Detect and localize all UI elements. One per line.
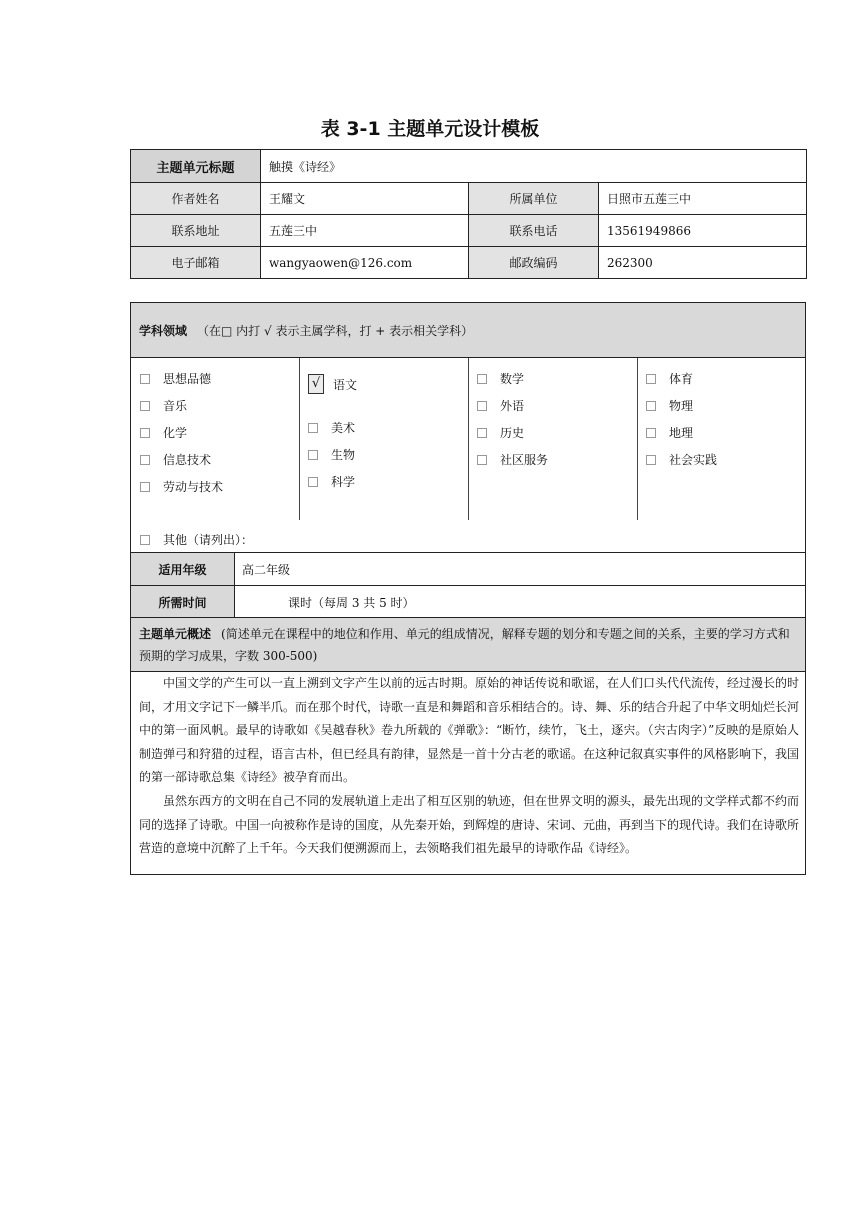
subject-column-4 <box>637 358 805 520</box>
subject-item[interactable]: 信息技术 <box>140 451 211 468</box>
checkbox[interactable] <box>308 450 318 460</box>
checkbox[interactable] <box>140 401 150 411</box>
zip-label: 邮政编码 <box>469 247 599 279</box>
checkbox[interactable] <box>646 428 656 438</box>
time-label: 所需时间 <box>131 586 235 618</box>
subjects-label: 学科领域 <box>139 323 188 338</box>
subject-item[interactable]: 音乐 <box>140 397 187 414</box>
page-title: 表 3-1 主题单元设计模板 <box>320 118 540 140</box>
subject-item[interactable]: 外语 <box>477 397 524 414</box>
time-value: 课时（每周 3 共 5 时） <box>288 595 415 610</box>
author-label: 作者姓名 <box>131 183 261 215</box>
grade-row <box>131 552 805 585</box>
org-value: 日照市五莲三中 <box>599 183 807 215</box>
checkbox[interactable] <box>308 423 318 433</box>
checkbox[interactable] <box>646 374 656 384</box>
overview-paragraph: 中国文学的产生可以一直上溯到文字产生以前的远古时期。原始的神话传说和歌谣，在人们口头代代流传，经过漫长的时间，才用文字记下一鳞半爪。而在那个时代，诗歌一直是和舞蹈和音乐相结合的。诗、舞、乐的结合升起了中华文明灿烂长河中的第一面风帆。最早的诗歌如《吴越春秋》卷九所载的《弹歌》：“断竹，续竹，飞土，逐宍。（宍古肉字）”反映的是原始人制造弹弓和狩猎的过程，语言古朴，但已经具有韵律，显然是一首十分古老的歌谣。在这种记叙真实事件的风格影响下，我国的第一部诗歌总集《诗经》被孕育而出。 <box>139 676 800 785</box>
overview-label: 主题单元概述 <box>139 627 212 641</box>
address-label: 联系地址 <box>131 215 261 247</box>
subjects-header <box>131 303 805 358</box>
unit-title-label: 主题单元标题 <box>131 150 261 183</box>
subject-item[interactable]: 劳动与技术 <box>140 478 223 495</box>
subject-column-2 <box>299 358 469 520</box>
email-value: wangyaowen@126.com <box>261 247 469 279</box>
subject-column-1 <box>131 358 300 520</box>
checkbox[interactable] <box>140 374 150 384</box>
checkbox[interactable] <box>140 482 150 492</box>
checkbox[interactable] <box>646 455 656 465</box>
subject-item[interactable]: 社会实践 <box>646 451 717 468</box>
email-label: 电子邮箱 <box>131 247 261 279</box>
time-row <box>131 585 805 618</box>
subject-column-3 <box>468 358 638 520</box>
subject-item[interactable]: 物理 <box>646 397 693 414</box>
subject-item-checked[interactable]: √ 语文 <box>308 374 357 394</box>
subject-item[interactable]: 体育 <box>646 370 693 387</box>
overview-body <box>139 672 799 861</box>
checkbox[interactable] <box>477 401 487 411</box>
checkbox[interactable] <box>646 401 656 411</box>
subject-item[interactable]: 地理 <box>646 424 693 441</box>
unit-title-value: 触摸《诗经》 <box>261 150 807 183</box>
checkbox[interactable] <box>140 428 150 438</box>
subject-item[interactable]: 思想品德 <box>140 370 211 387</box>
subjects-note: （在□ 内打 √ 表示主属学科，打 + 表示相关学科） <box>197 323 474 338</box>
checkbox[interactable] <box>477 374 487 384</box>
checkbox[interactable] <box>140 535 150 545</box>
design-table <box>130 302 806 875</box>
phone-value: 13561949866 <box>599 215 807 247</box>
checkbox[interactable] <box>477 428 487 438</box>
overview-description: (简述单元在课程中的地位和作用、单元的组成情况，解释专题的划分和专题之间的关系，主要的学习方式和预期的学习成果，字数 300-500) <box>139 627 790 663</box>
overview-paragraph: 虽然东西方的文明在自己不同的发展轨道上走出了相互区别的轨迹，但在世界文明的源头，最先出现的文学样式都不约而同的选择了诗歌。中国一向被称作是诗的国度，从先秦开始，到辉煌的唐诗、宋词、元曲，再到当下的现代诗。我们在诗歌所营造的意境中沉醉了上千年。今天我们便溯源而上，去领略我们祖先最早的诗歌作品《诗经》。 <box>139 793 800 856</box>
author-value: 王耀文 <box>261 183 469 215</box>
subject-item[interactable]: 社区服务 <box>477 451 548 468</box>
org-label: 所属单位 <box>469 183 599 215</box>
subject-item[interactable]: 化学 <box>140 424 187 441</box>
subject-item[interactable]: 历史 <box>477 424 524 441</box>
checkbox[interactable] <box>140 455 150 465</box>
address-value: 五莲三中 <box>261 215 469 247</box>
info-table <box>130 149 807 279</box>
checkbox[interactable] <box>477 455 487 465</box>
checkmark-icon[interactable]: √ <box>308 374 324 394</box>
grade-value: 高二年级 <box>242 562 291 577</box>
overview-header <box>131 617 805 672</box>
subject-item[interactable]: 科学 <box>308 473 355 490</box>
checkbox[interactable] <box>308 477 318 487</box>
subject-item[interactable]: 数学 <box>477 370 524 387</box>
grade-label: 适用年级 <box>131 553 235 585</box>
subject-item[interactable]: 生物 <box>308 446 355 463</box>
zip-value: 262300 <box>599 247 807 279</box>
phone-label: 联系电话 <box>469 215 599 247</box>
subject-item[interactable]: 美术 <box>308 419 355 436</box>
subject-other[interactable]: 其他（请列出）： <box>140 531 253 548</box>
